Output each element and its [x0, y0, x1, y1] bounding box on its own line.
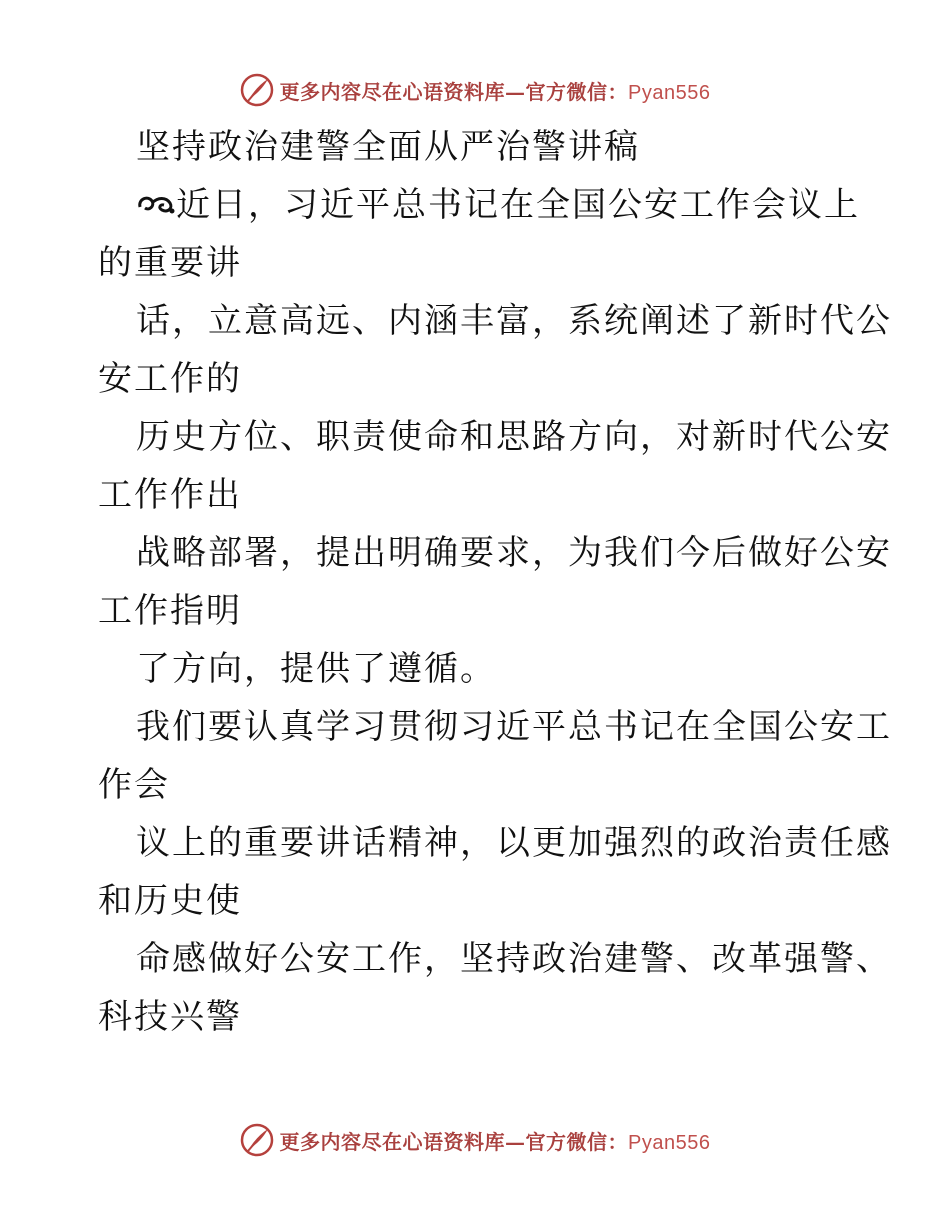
header-banner: [0, 70, 950, 110]
paragraph-line: 议上的重要讲话精神，以更加强烈的政治责任感: [136, 823, 892, 863]
footer-banner-text: 更多内容尽在心语资料库—官方微信：Pyan556: [279, 1129, 711, 1154]
paragraph-line: 科技兴警: [98, 997, 242, 1037]
paragraph-line: 工作作出: [98, 475, 242, 515]
feather-pen-logo: [240, 73, 274, 107]
header-wechat-id: Pyan556: [628, 81, 711, 104]
paragraph-line: 作会: [98, 765, 170, 805]
footer-wechat-id: Pyan556: [628, 1131, 711, 1154]
document-body: [98, 118, 892, 1046]
feather-pen-logo: [240, 1123, 274, 1157]
paragraph-line: 工作指明: [98, 591, 242, 631]
paragraph-line: 命感做好公安工作，坚持政治建警、改革强警、: [136, 939, 892, 979]
document-title: 坚持政治建警全面从严治警讲稿: [136, 127, 640, 167]
paragraph-line: 战略部署，提出明确要求，为我们今后做好公安: [136, 533, 892, 573]
fleuron-ornament-icon: [136, 189, 176, 219]
paragraph-line: 话，立意高远、内涵丰富，系统阐述了新时代公: [136, 301, 892, 341]
paragraph-line: 了方向，提供了遵循。: [136, 649, 496, 689]
paragraph-line: 的重要讲: [98, 243, 242, 283]
paragraph-line: 历史方位、职责使命和思路方向，对新时代公安: [136, 417, 892, 457]
paragraph-line: 我们要认真学习贯彻习近平总书记在全国公安工: [136, 707, 892, 747]
paragraph-line: [98, 176, 858, 234]
header-banner-text: 更多内容尽在心语资料库—官方微信：Pyan556: [279, 79, 711, 104]
paragraph-line: 安工作的: [98, 359, 242, 399]
footer-banner: [0, 1120, 950, 1160]
paragraph-line: 和历史使: [98, 881, 242, 921]
paragraph-line-text: 近日，习近平总书记在全国公安工作会议上: [176, 185, 860, 225]
